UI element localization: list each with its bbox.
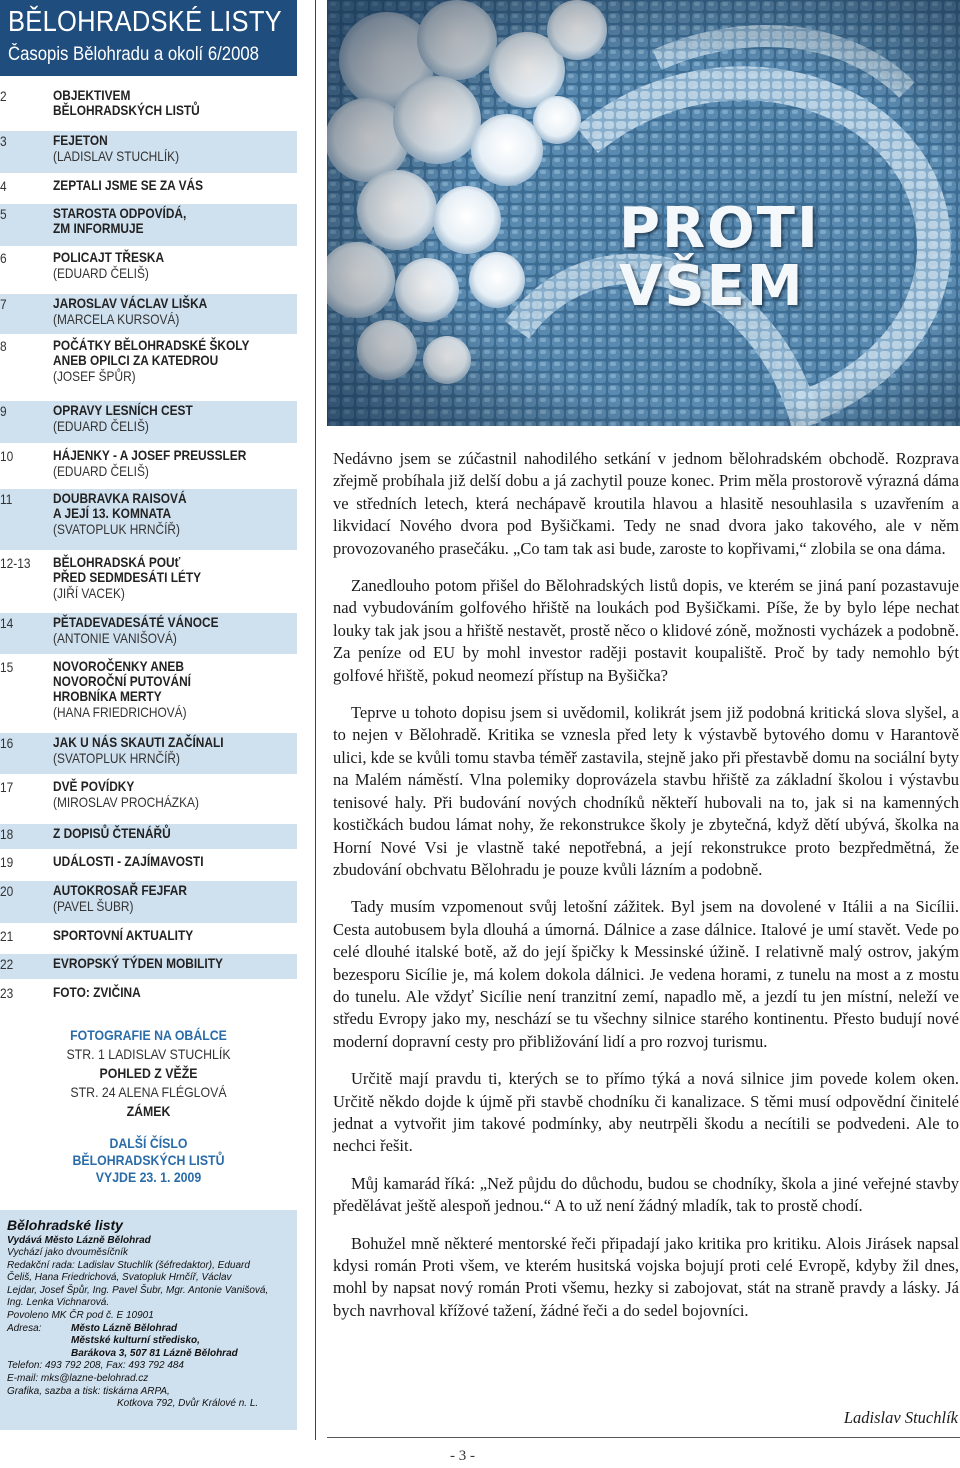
toc-item [0, 926, 297, 951]
toc-item [0, 733, 297, 774]
toc-title: ZM INFORMUJE [53, 220, 144, 236]
page-number: - 3 - [450, 1448, 475, 1464]
toc-page-number: 16 [0, 735, 14, 751]
toc-author: (EDUARD ČELIŠ) [53, 265, 149, 281]
toc-title: POČÁTKY BĚLOHRADSKÉ ŠKOLY [53, 337, 250, 353]
imprint-phone: Telefon: 493 792 208, Fax: 493 792 484 [7, 1360, 184, 1372]
address-line: Barákova 3, 507 81 Lázně Bělohrad [71, 1347, 238, 1359]
toc-title: Z DOPISŮ ČTENÁŘŮ [53, 825, 171, 841]
toc-title: PĚTADEVADESÁTÉ VÁNOCE [53, 614, 219, 630]
imprint-address-cont [7, 1335, 291, 1348]
article-paragraph: Nedávno jsem se zúčastnil nahodilého setkání v jednom bělohradském obchodě. Rozprava zřejmě probíhala již delší dobu a já zachytil pouze konec. Prim měla prostorově výrazná dáma ve středních letech, která nechápavě kroutila hlavou a hlasitě nesouhlasila s uzavřením a likvidací Nového dvora pod Byšičkami. Tedy ne snad dvora jako takového, ale v něm provozovaného prasečáku. „Co tam tak asi bude, zaroste to kopřivami,“ zlobila se ona dáma. [333, 449, 959, 558]
toc-title: OBJEKTIVEM [53, 87, 131, 103]
article-paragraph: Zanedlouho potom přišel do Bělohradských listů dopis, ve kterém se jiná paní pozastavuje nad vybudováním golfového hřiště na loukách pod Byšičkami. Píše, že by bylo lépe nechat louky tak jak jsou a hřiště nestavět, prostě něco o klidové zóně, možnosti vycházek a podobně. Za peníze od EU by mohl investor raději postavit koupaliště. Proč by tady nemohlo být golfové hřiště, pokud neomezí přístup na Byšička? [333, 576, 959, 685]
toc-page-number: 6 [0, 250, 7, 266]
imprint-line: Vychází jako dvouměsíčník [7, 1247, 128, 1258]
article-paragraph: Teprve u tohoto dopisu jsem si uvědomil, kolikrát jsem již podobná kritická slova slyšel, a to nejen v Bělohradě. Kritika se vznesla před lety k výstavbě bytového domu v Harantově ulici, kde se kvůli tomu stavba téměř zastavila, stejně jako při přestavbě domu na sociální byty na Malém náměstí. Vlna polemiky doprovázela stavbu hřiště za základní školou i výstavbu tenisové haly. Při budování nových chodníků někteří hubovali na to, jak si na kamenných kostičkách budou lámat nohy, že rekonstrukce školy je zbytečná, když dětí ubývá, školka na Horní Nové Vsi je vlastně také nepotřebná, a její rekonstrukce proto bezpředmětná, že zbudování obchvatu Bělohradu je pouze kvůli lázním a podobně. [333, 703, 959, 879]
toc-page-number: 9 [0, 403, 7, 419]
toc-page-number: 17 [0, 779, 14, 795]
imprint-email: E-mail: mks@lazne-belohrad.cz [7, 1372, 149, 1384]
credits-line-2: STR. 24 ALENA FLÉGLOVÁ [70, 1084, 227, 1100]
next-issue-line: BĚLOHRADSKÝCH LISTŮ [72, 1152, 225, 1168]
toc-title: JAK U NÁS SKAUTI ZAČÍNALI [53, 734, 224, 750]
toc-item [0, 824, 297, 849]
toc-author: (HANA FRIEDRICHOVÁ) [53, 704, 187, 720]
article-body [333, 448, 959, 1337]
toc-item [0, 86, 297, 128]
toc-page-number: 4 [0, 178, 7, 194]
imprint-address [7, 1323, 291, 1336]
imprint-line: Redakční rada: Ladislav Stuchlík (šéfredaktor), Eduard [7, 1259, 250, 1271]
toc-author: (EDUARD ČELIŠ) [53, 463, 149, 479]
toc-title: HÁJENKY - A JOSEF PREUSSLER [53, 447, 247, 463]
toc-author: (SVATOPLUK HRNČÍŘ) [53, 750, 180, 766]
toc-item [0, 489, 297, 550]
toc-page-number: 20 [0, 883, 14, 899]
toc-item [0, 613, 297, 654]
toc-author: (PAVEL ŠUBR) [53, 898, 134, 914]
toc-title: BĚLOHRADSKÁ POUť [53, 554, 181, 570]
imprint-publisher: Vydává Město Lázně Bělohrad [7, 1235, 151, 1246]
article-paragraph: Určitě mají pravdu ti, kterých se to přímo týká a nová silnice jim povede kolem oken. Určitě někdo dojde k újmě při stavbě chodníku či kanalizace. S těmi musí odpovědní činitelé jednat a vytvořit jim takové podmínky, aby neutrpěli škodu a necítili se podvedeni. Ale to nechci řešit. [333, 1069, 959, 1156]
toc-author: (JOSEF ŠPŮR) [53, 368, 136, 384]
toc-page-number: 12-13 [0, 555, 31, 571]
toc-title: NOVOROČENKY ANEB [53, 658, 184, 674]
author-signature: Ladislav Stuchlík [843, 1408, 958, 1427]
toc-page-number: 8 [0, 338, 7, 354]
address-label: Adresa: [7, 1322, 42, 1334]
toc-author: (MARCELA KURSOVÁ) [53, 311, 180, 327]
hero-title [619, 196, 820, 319]
toc-title: UDÁLOSTI - ZAJÍMAVOSTI [53, 853, 204, 869]
toc-title: FOTO: ZVIČINA [53, 984, 141, 1000]
toc-title: ZEPTALI JSME SE ZA VÁS [53, 177, 204, 193]
toc-title: OPRAVY LESNÍCH CEST [53, 402, 193, 418]
masthead-subtitle: Časopis Bělohradu a okolí 6/2008 [8, 44, 259, 65]
toc-title: DVĚ POVÍDKY [53, 778, 135, 794]
hero-photo [327, 0, 960, 426]
toc-title: HROBNÍKA MERTY [53, 688, 162, 704]
toc-title: JAROSLAV VÁCLAV LIŠKA [53, 295, 208, 311]
hero-title-line: VŠEM [619, 254, 805, 319]
toc-title: ANEB OPILCI ZA KATEDROU [53, 352, 219, 368]
toc-page-number: 10 [0, 448, 14, 464]
credits-line-1: STR. 1 LADISLAV STUCHLÍK [66, 1046, 231, 1062]
imprint-box [0, 1210, 297, 1430]
toc-item [0, 954, 297, 979]
imprint-print: Grafika, sazba a tisk: tiskárna ARPA, [7, 1385, 170, 1397]
toc-item [0, 204, 297, 246]
toc-item [0, 983, 297, 1008]
toc-author: (ANTONIE VANIŠOVÁ) [53, 630, 177, 646]
toc-page-number: 2 [0, 88, 7, 104]
toc-item [0, 294, 297, 334]
toc-item [0, 657, 297, 729]
toc-author: (MIROSLAV PROCHÁZKA) [53, 794, 199, 810]
toc-title: DOUBRAVKA RAISOVÁ [53, 490, 187, 506]
toc-item [0, 553, 297, 610]
toc-page-number: 18 [0, 826, 14, 842]
next-issue-notice [0, 1135, 297, 1186]
imprint-address-cont [7, 1348, 291, 1361]
hero-title-line: PROTI [619, 196, 820, 261]
credits-heading: FOTOGRAFIE NA OBÁLCE [70, 1027, 227, 1043]
credits-line-2-title: ZÁMEK [126, 1103, 171, 1119]
toc-title: BĚLOHRADSKÝCH LISTŮ [53, 102, 200, 118]
toc-page-number: 3 [0, 133, 7, 149]
toc-item [0, 176, 297, 201]
imprint-line: Povoleno MK ČR pod č. E 10901 [7, 1309, 154, 1321]
toc-page-number: 22 [0, 956, 14, 972]
toc-item [0, 131, 297, 173]
address-line: Město Lázně Bělohrad [71, 1322, 178, 1334]
credits-line-1-title: POHLED Z VĚŽE [99, 1065, 198, 1081]
toc-title: STAROSTA ODPOVÍDÁ, [53, 205, 187, 221]
article-paragraph: Tady musím vzpomenout svůj letošní zážitek. Byl jsem na dovolené v Itálii a na Sicílii. Cesta autobusem byla dlouhá a úmorná. Dálnice a zase dálnice. Italové je umí stavět. Vede po celé dlouhé italské botě, až do její špičky k Messinské úžině. I relativně malý ostrov, jakým bezesporu Sicílie je, má kolem dokola dálnici. Je vedena horami, z tunelu na most a z mostu do tunelu. Ale vždyť Sicílie není tranzitní zemí, napadlo mě, a jezdí tu jen místní, neleží ve středu Evropy jako my, neschází se tu všechny silnice starého kontinentu. Přesto budují nové moderní dopravní cesty pro přibližování lidí a pro rozvoj turismu. [333, 897, 959, 1051]
toc-item [0, 248, 297, 291]
toc-title: SPORTOVNÍ AKTUALITY [53, 927, 194, 943]
toc-item [0, 446, 297, 486]
toc-author: (LADISLAV STUCHLÍK) [53, 148, 180, 164]
imprint-print: Kotkova 792, Dvůr Králové n. L. [117, 1398, 259, 1410]
toc-page-number: 5 [0, 206, 7, 222]
toc-item [0, 777, 297, 821]
toc-author: (SVATOPLUK HRNČÍŘ) [53, 521, 180, 537]
toc-page-number: 7 [0, 296, 7, 312]
toc-page-number: 14 [0, 615, 14, 631]
toc-author: (JIŘÍ VACEK) [53, 585, 125, 601]
toc-title: NOVOROČNÍ PUTOVÁNÍ [53, 673, 191, 689]
toc-page-number: 21 [0, 928, 14, 944]
imprint-title: Bělohradské listy [7, 1217, 123, 1233]
toc-item [0, 336, 297, 398]
toc-title: EVROPSKÝ TÝDEN MOBILITY [53, 955, 223, 971]
column-divider [315, 0, 316, 1440]
masthead [0, 0, 297, 76]
toc-page-number: 19 [0, 854, 14, 870]
toc-title: POLICAJT TŘESKA [53, 249, 165, 265]
toc-title: A JEJÍ 13. KOMNATA [53, 505, 172, 521]
toc-item [0, 852, 297, 877]
toc-title: AUTOKROSAŘ FEJFAR [53, 882, 188, 898]
article-paragraph: Můj kamarád říká: „Než půjdu do důchodu, budou se chodníky, škola a jiné veřejné stavby předělávat ještě alespoň jednou.“ A to už není žádný mladík, tak to prostě chodí. [333, 1173, 959, 1216]
article-paragraph: Bohužel mně některé mentorské řeči připadají jako kritika pro kritiku. Alois Jirásek napsal kdysi román Proti všem, ve kterém husitská vojska bojují proti celé Evropě, kdyby žil dnes, mohl by napsat nový román Proti všemu, hezky si zabojovat, stát na straně pravdy a lásky. Já bych navrhoval křížové tažení, žádné řeči a do sedel bojovníci. [333, 1233, 959, 1320]
toc-title: FEJETON [53, 132, 108, 148]
toc-item [0, 401, 297, 443]
cover-photo-credits [0, 1026, 297, 1186]
toc-title: PŘED SEDMDESÁTI LÉTY [53, 569, 202, 585]
toc-page-number: 11 [0, 491, 13, 507]
imprint-line: Ing. Lenka Vichnarová. [7, 1297, 110, 1309]
masthead-title: BĚLOHRADSKÉ LISTY [8, 6, 282, 38]
imprint-line: Lejdar, Josef Špůr, Ing. Pavel Šubr, Mgr. Antonie Vanišová, [7, 1284, 269, 1296]
toc-author: (EDUARD ČELIŠ) [53, 418, 149, 434]
toc-page-number: 23 [0, 985, 14, 1001]
imprint-line: Čeliš, Hana Friedrichová, Svatopluk Hrnčíř, Václav [7, 1272, 232, 1284]
address-line: Městské kulturní středisko, [71, 1335, 200, 1347]
toc-page-number: 15 [0, 659, 14, 675]
next-issue-line: VYJDE 23. 1. 2009 [95, 1169, 202, 1185]
toc-item [0, 881, 297, 923]
next-issue-line: DALŠÍ ČÍSLO [109, 1135, 188, 1151]
footer-rule [327, 1437, 960, 1438]
